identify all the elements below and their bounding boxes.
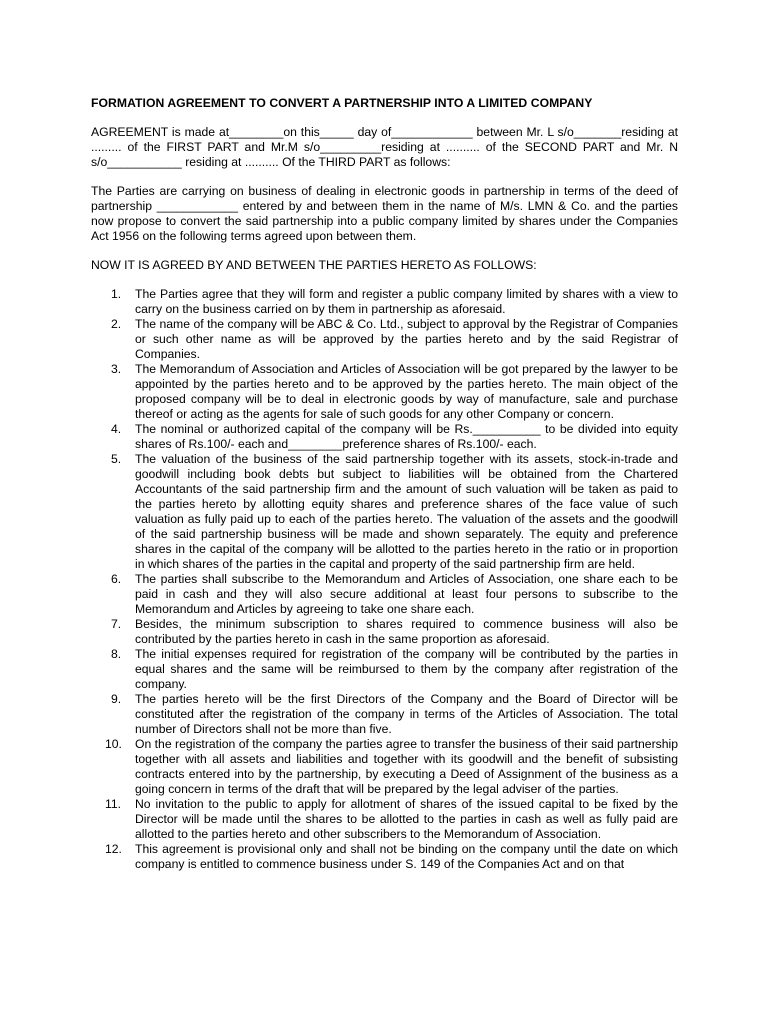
agreed-heading-paragraph: NOW IT IS AGREED BY AND BETWEEN THE PARTIES HERETO AS FOLLOWS:: [91, 258, 537, 272]
clause-text: The parties hereto will be the first Directors of the Company and the Board of Director will be constituted after the registration of the company in terms of the Articles of Association. The total number of Directors shall not be more than five.: [135, 692, 678, 736]
clause-item: [91, 617, 678, 647]
clause-number: 6.: [111, 572, 122, 586]
clause-number: 10.: [105, 737, 122, 751]
clause-item: [91, 317, 678, 362]
clause-text: No invitation to the public to apply for allotment of shares of the issued capital to be fixed by the Director will be made until the shares to be allotted to the parties in cash as well as fully paid are allotted to the parties hereto and other subscribers to the Memorandum of Association.: [135, 797, 678, 841]
clause-text: The Memorandum of Association and Articles of Association will be got prepared by the lawyer to be appointed by the parties hereto and to be approved by the parties hereto. The main object of the proposed company will be to deal in electronic goods by way of manufacture, sale and purchase thereof or acting as the agents for sale of such goods for any other Company or concern.: [135, 362, 678, 421]
clause-text: The Parties agree that they will form and register a public company limited by shares with a view to carry on the business carried on by them in partnership as aforesaid.: [135, 287, 678, 316]
clause-number: 5.: [111, 452, 122, 466]
clause-item: [91, 842, 678, 872]
clause-list: [91, 287, 678, 872]
clause-text: This agreement is provisional only and shall not be binding on the company until the date on which company is entitled to commence business under S. 149 of the Companies Act and on that: [135, 842, 678, 871]
clause-item: [91, 692, 678, 737]
recital-paragraph: The Parties are carrying on business of dealing in electronic goods in partnership in terms of the deed of partnership ____________ entered by and between them in the name of M/s. LMN & Co. and the parties now propose to convert the said partnership into a public company limited by shares under the Companies Act 1956 on the following terms agreed upon between them.: [91, 184, 678, 243]
clause-number: 11.: [105, 797, 122, 811]
clause-text: The nominal or authorized capital of the company will be Rs.__________ to be divided into equity shares of Rs.100/- each and________preference shares of Rs.100/- each.: [135, 422, 678, 451]
clause-item: [91, 572, 678, 617]
clause-text: The name of the company will be ABC & Co. Ltd., subject to approval by the Registrar of Companies or such other name as will be approved by the parties hereto and by the said Registrar of Companies.: [135, 317, 678, 361]
clause-number: 1.: [111, 287, 122, 301]
clause-number: 8.: [111, 647, 122, 661]
clause-item: [91, 647, 678, 692]
clause-item: [91, 362, 678, 422]
document-title: FORMATION AGREEMENT TO CONVERT A PARTNERSHIP INTO A LIMITED COMPANY: [91, 96, 593, 110]
clause-number: 7.: [111, 617, 122, 631]
agreement-intro-paragraph: AGREEMENT is made at________on this_____ day of____________ between Mr. L s/o_______residing at ......... of the FIRST PART and Mr.M s/o_________residing at .......... of the SECOND PART and Mr. N s/o___________ residing at .......... Of the THIRD PART as follows:: [91, 125, 678, 169]
clause-item: [91, 422, 678, 452]
clause-number: 12.: [105, 842, 122, 856]
clause-item: [91, 797, 678, 842]
clause-item: [91, 452, 678, 572]
clause-number: 9.: [111, 692, 122, 706]
clause-number: 4.: [111, 422, 122, 436]
clause-number: 3.: [111, 362, 122, 376]
clause-text: On the registration of the company the parties agree to transfer the business of their said partnership together with all assets and liabilities and together with its goodwill and the benefit of subsisting contracts entered into by the partnership, by executing a Deed of Assignment of the business as a going concern in terms of the draft that will be prepared by the legal adviser of the parties.: [135, 737, 678, 796]
clause-item: [91, 287, 678, 317]
clause-text: Besides, the minimum subscription to shares required to commence business will also be contributed by the parties hereto in cash in the same proportion as aforesaid.: [135, 617, 678, 646]
clause-text: The initial expenses required for registration of the company will be contributed by the parties in equal shares and the same will be reimbursed to them by the company after registration of the company.: [135, 647, 678, 691]
clause-text: The parties shall subscribe to the Memorandum and Articles of Association, one share each to be paid in cash and they will also secure additional at least four persons to subscribe to the Memorandum and Articles by agreeing to take one share each.: [135, 572, 678, 616]
clause-text: The valuation of the business of the said partnership together with its assets, stock-in-trade and goodwill including book debts but subject to liabilities will be obtained from the Chartered Accountants of the said partnership firm and the amount of such valuation will be taken as paid to the parties hereto by allotting equity shares and preference shares of the face value of such valuation as fully paid up to each of the parties hereto. The valuation of the assets and the goodwill of the said partnership business will be made and shown separately. The equity and preference shares in the capital of the company will be allotted to the parties hereto in the ratio or in proportion in which shares of the parties in the capital and property of the said partnership firm are held.: [135, 452, 678, 571]
clause-number: 2.: [111, 317, 122, 331]
clause-item: [91, 737, 678, 797]
